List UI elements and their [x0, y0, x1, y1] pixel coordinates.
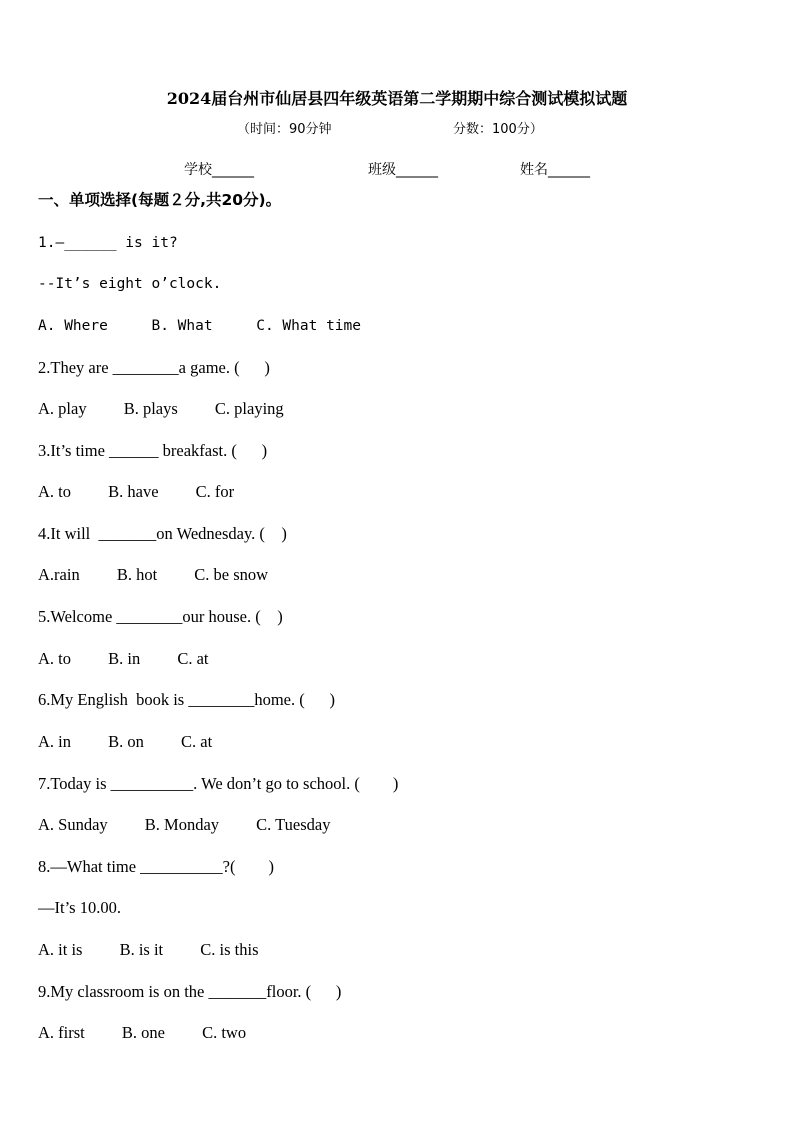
- question-2-options: A. play B. plays C. playing: [38, 399, 284, 418]
- question-9-options: A. first B. one C. two: [38, 1023, 247, 1042]
- question-8-answer: —It’s 10.00.: [38, 898, 121, 917]
- question-1: 1.—______ is it?: [38, 235, 178, 251]
- question-6-options: A. in B. on C. at: [38, 732, 213, 751]
- question-4: 4.It will _______on Wednesday. ( ): [38, 524, 287, 543]
- question-1-answer: --It’s eight o’clock.: [38, 276, 222, 292]
- class-field: 班级______: [368, 162, 438, 178]
- exam-score: 分数：100分）: [453, 122, 543, 137]
- question-9: 9.My classroom is on the _______floor. ( ): [38, 982, 342, 1001]
- question-2: 2.They are ________a game. ( ): [38, 358, 270, 377]
- question-8: 8.—What time __________?( ): [38, 857, 274, 876]
- question-8-options: A. it is B. is it C. is this: [38, 940, 259, 959]
- document-title: 2024届台州市仙居县四年级英语第二学期期中综合测试模拟试题: [166, 89, 628, 108]
- question-7-options: A. Sunday B. Monday C. Tuesday: [38, 815, 331, 834]
- question-5-options: A. to B. in C. at: [38, 649, 209, 668]
- question-4-options: A.rain B. hot C. be snow: [38, 565, 269, 584]
- question-1-options: A. Where B. What C. What time: [38, 318, 362, 334]
- name-field: 姓名______: [520, 162, 590, 178]
- question-6: 6.My English book is ________home. ( ): [38, 690, 335, 709]
- question-3-options: A. to B. have C. for: [38, 482, 235, 501]
- question-3: 3.It’s time ______ breakfast. ( ): [38, 441, 268, 460]
- question-5: 5.Welcome ________our house. ( ): [38, 607, 283, 626]
- exam-time: （时间：90分钟: [237, 122, 332, 137]
- question-7: 7.Today is __________. We don’t go to school. ( ): [38, 774, 399, 793]
- section-heading: 一、单项选择(每题２分,共20分)。: [38, 191, 282, 209]
- school-field: 学校______: [184, 162, 254, 178]
